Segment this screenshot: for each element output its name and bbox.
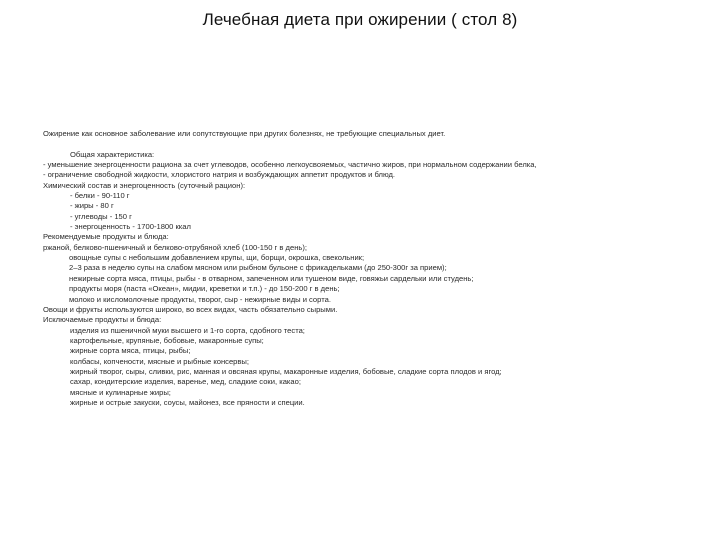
recommended-heading: Рекомендуемые продукты и блюда: [43, 232, 169, 242]
recommended-item: продукты моря (паста «Океан», мидии, креветки и т.п.) - до 150-200 г в день; [69, 284, 340, 294]
recommended-item: 2–3 раза в неделю супы на слабом мясном или рыбном бульоне с фрикадельками (до 250-300г за прием); [69, 263, 447, 273]
spacer [43, 139, 713, 149]
composition-heading: Химический состав и энергоценность (суточный рацион): [43, 180, 246, 190]
excluded-item: жирные и острые закуски, соусы, майонез, все пряности и специи. [70, 397, 305, 407]
general-item: - ограничение свободной жидкости, хлористого натрия и возбуждающих аппетит продуктов и блюд. [43, 170, 396, 180]
general-item: - уменьшение энергоценности рациона за счет углеводов, особенно легкоусвояемых, частично жиров, при нормальном содержании белка, [43, 160, 537, 170]
recommended-item: овощные супы с небольшим добавлением крупы, щи, борщи, окрошка, свекольник; [69, 253, 365, 263]
excluded-item: картофельные, крупяные, бобовые, макаронные супы; [70, 335, 264, 345]
fruits-note: Овощи и фрукты используются широко, во всех видах, часть обязательно сырыми. [43, 304, 338, 314]
composition-item: - углеводы - 150 г [70, 211, 132, 221]
excluded-item: изделия из пшеничной муки высшего и 1-го сорта, сдобного теста; [70, 325, 305, 335]
excluded-item: мясные и кулинарные жиры; [70, 387, 171, 397]
composition-item: - энергоценность - 1700-1800 ккал [70, 222, 191, 232]
composition-item: - жиры - 80 г [70, 201, 114, 211]
composition-item: - белки - 90-110 г [70, 191, 130, 201]
excluded-heading: Исключаемые продукты и блюда: [43, 315, 162, 325]
intro-text: Ожирение как основное заболевание или сопутствующие при других болезнях, не требующие специальных диет. [43, 129, 446, 138]
page-title: Лечебная диета при ожирении ( стол 8) [202, 10, 518, 29]
general-heading: Общая характеристика: [70, 149, 155, 159]
excluded-item: колбасы, копчености, мясные и рыбные консервы; [70, 356, 249, 366]
excluded-item: сахар, кондитерские изделия, варенье, мед, сладкие соки, какао; [70, 377, 301, 387]
recommended-item: молоко и кисломолочные продукты, творог, сыр - нежирные виды и сорта. [69, 294, 331, 304]
excluded-item: жирный творог, сыры, сливки, рис, манная и овсяная крупы, макаронные изделия, бобовые, сладкие сорта плодов и ягод; [70, 366, 502, 376]
diet-description [43, 129, 713, 408]
recommended-item: ржаной, белково-пшеничный и белково-отрубяной хлеб (100-150 г в день); [43, 242, 307, 252]
excluded-item: жирные сорта мяса, птицы, рыбы; [70, 346, 191, 356]
recommended-item: нежирные сорта мяса, птицы, рыбы - в отварном, запеченном или тушеном виде, говяжьи сардельки или студень; [69, 273, 474, 283]
